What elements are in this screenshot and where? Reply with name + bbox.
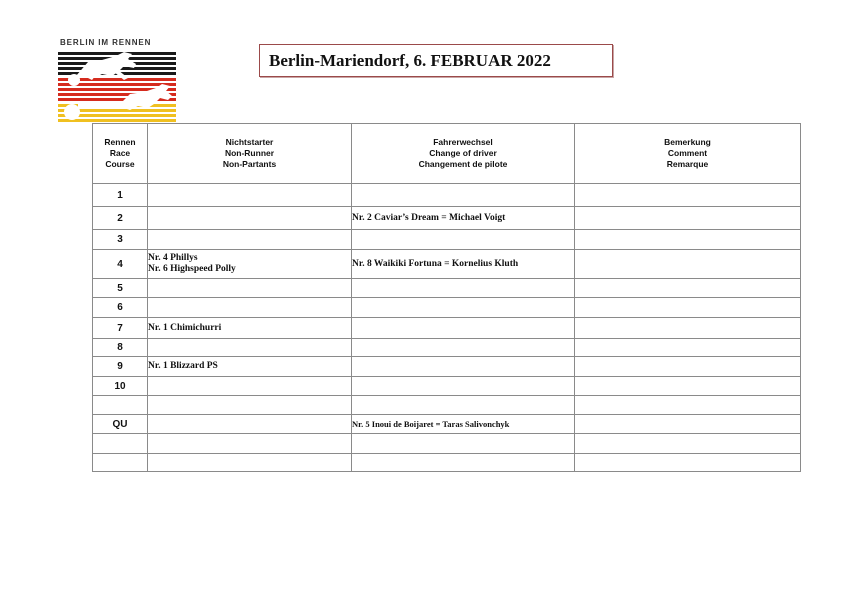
driver-change-cell [352, 279, 575, 298]
non-runner-cell [148, 454, 352, 472]
non-runner-cell [148, 298, 352, 318]
trotting-horse-logo-icon [58, 50, 178, 124]
table-row [93, 184, 801, 207]
non-runner-cell [148, 184, 352, 207]
non-runner-entry: Nr. 6 Highspeed Polly [148, 264, 236, 274]
comment-cell [575, 298, 801, 318]
comment-cell [575, 318, 801, 339]
table-row [93, 318, 801, 339]
driver-change-cell [352, 357, 575, 377]
column-header-driver-change: Fahrerwechsel Change of driver Changement de pilote [352, 124, 575, 184]
logo [58, 38, 178, 124]
non-runner-entry: Nr. 1 Chimichurri [148, 322, 222, 333]
column-header-comment: Bemerkung Comment Remarque [575, 124, 801, 184]
non-runner-cell [148, 396, 352, 415]
non-runner-cell [148, 434, 352, 454]
non-runner-cell [148, 250, 352, 279]
column-header-race: Rennen Race Course [93, 124, 148, 184]
driver-change-cell: Nr. 2 Caviar’s Dream = Michael Voigt [352, 207, 575, 230]
driver-change-cell [352, 377, 575, 396]
comment-cell [575, 415, 801, 434]
race-number: 1 [93, 184, 148, 207]
race-number: 5 [93, 279, 148, 298]
table-row [93, 454, 801, 472]
table-row [93, 434, 801, 454]
driver-change-cell [352, 318, 575, 339]
comment-cell [575, 230, 801, 250]
comment-cell [575, 250, 801, 279]
non-runner-cell [148, 279, 352, 298]
comment-cell [575, 454, 801, 472]
non-runner-cell [148, 339, 352, 357]
non-runner-cell [148, 230, 352, 250]
table-row [93, 377, 801, 396]
non-runner-cell [148, 377, 352, 396]
page-title: Berlin-Mariendorf, 6. FEBRUAR 2022 [269, 50, 551, 70]
driver-change-cell [352, 230, 575, 250]
race-number [93, 454, 148, 472]
driver-change-cell [352, 454, 575, 472]
table-row [93, 339, 801, 357]
comment-cell [575, 396, 801, 415]
driver-change-cell [352, 396, 575, 415]
table-row [93, 396, 801, 415]
table-row [93, 279, 801, 298]
race-number: 4 [93, 250, 148, 279]
race-number: 7 [93, 318, 148, 339]
table-row [93, 250, 801, 279]
race-changes-table [92, 123, 801, 472]
non-runner-cell [148, 207, 352, 230]
non-runner-cell [148, 318, 352, 339]
logo-text: BERLIN IM RENNEN [60, 38, 152, 47]
non-runner-entry: Nr. 4 Phillys [148, 253, 198, 263]
column-header-non-runner: Nichtstarter Non-Runner Non-Partants [148, 124, 352, 184]
driver-change-cell: Nr. 5 Inoui de Boijaret = Taras Salivonchyk [352, 415, 575, 434]
driver-change-cell [352, 298, 575, 318]
driver-change-cell [352, 184, 575, 207]
comment-cell [575, 207, 801, 230]
race-number [93, 396, 148, 415]
race-number: QU [93, 415, 148, 434]
driver-change-cell: Nr. 8 Waikiki Fortuna = Kornelius Kluth [352, 250, 575, 279]
table-row [93, 357, 801, 377]
race-number: 2 [93, 207, 148, 230]
driver-change-cell [352, 339, 575, 357]
title-box [259, 44, 613, 77]
table-row [93, 230, 801, 250]
comment-cell [575, 434, 801, 454]
table-header-row [93, 124, 801, 184]
comment-cell [575, 184, 801, 207]
comment-cell [575, 339, 801, 357]
driver-change-cell [352, 434, 575, 454]
race-number: 6 [93, 298, 148, 318]
comment-cell [575, 357, 801, 377]
table-row [93, 207, 801, 230]
comment-cell [575, 377, 801, 396]
race-number: 9 [93, 357, 148, 377]
non-runner-cell [148, 357, 352, 377]
non-runner-entry: Nr. 1 Blizzard PS [148, 361, 218, 371]
race-number: 8 [93, 339, 148, 357]
table-row [93, 415, 801, 434]
race-number: 3 [93, 230, 148, 250]
non-runner-cell [148, 415, 352, 434]
table-row [93, 298, 801, 318]
comment-cell [575, 279, 801, 298]
race-number: 10 [93, 377, 148, 396]
race-number [93, 434, 148, 454]
